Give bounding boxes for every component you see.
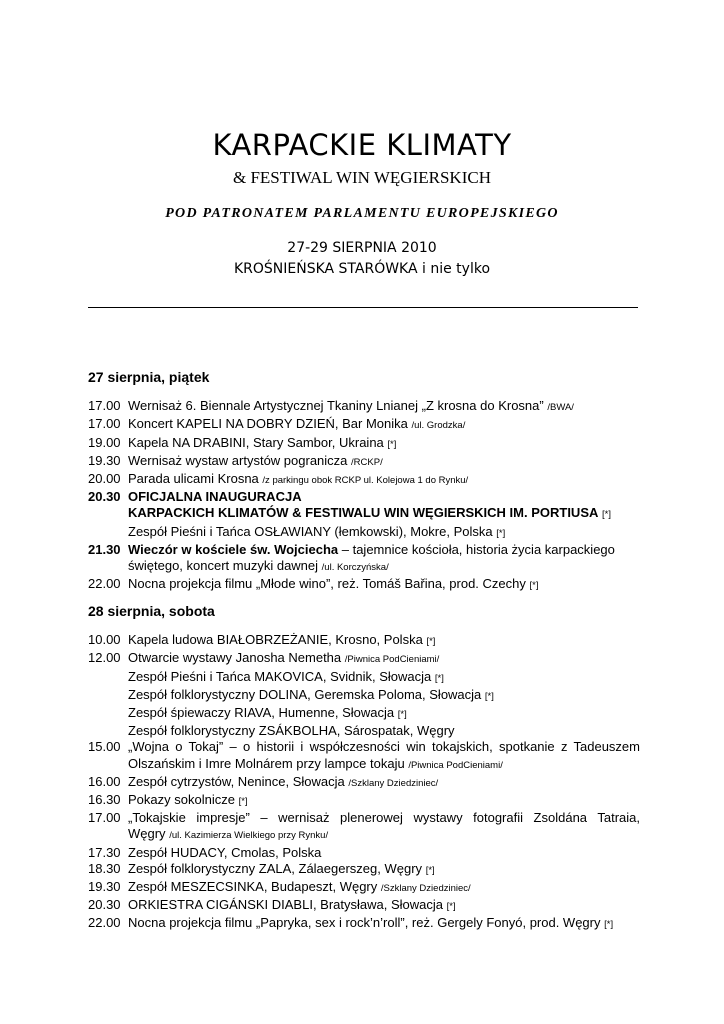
event-title: „Tokajskie impresje” – wernisaż plenerowej wystawy fotografii Zsoldána Tatraia, — [128, 810, 640, 826]
event-time: 19.30 — [88, 452, 121, 468]
event-text — [128, 915, 640, 933]
event-title: Wernisaż wystaw artystów pogranicza — [128, 452, 348, 468]
event-text — [128, 810, 640, 844]
event-performer: Zespół Pieśni i Tańca MAKOVICA, Svidnik, Słowacja — [128, 668, 432, 684]
event-row — [88, 845, 640, 861]
event-title: OFICJALNA INAUGURACJA — [128, 489, 302, 505]
event-time: 21.30 — [88, 541, 121, 557]
event-row — [88, 416, 640, 434]
patronage-line: POD PATRONATEM PARLAMENTU EUROPEJSKIEGO — [165, 206, 559, 221]
event-row — [88, 453, 640, 471]
event-venue: [*] — [529, 580, 539, 592]
event-text — [128, 489, 640, 542]
event-row — [88, 879, 640, 897]
event-venue: /ul. Korczyńska/ — [321, 562, 389, 574]
event-time: 22.00 — [88, 576, 121, 592]
event-venue: [*] — [387, 438, 397, 450]
event-text — [128, 416, 640, 434]
event-row — [88, 792, 640, 810]
event-title: Kapela ludowa BIAŁOBRZEŻANIE, Krosno, Polska — [128, 632, 423, 648]
event-performer: Zespół folklorystyczny ZSÁKBOLHA, Sárospatak, Węgry — [128, 723, 455, 739]
event-time: 16.30 — [88, 792, 121, 808]
event-note: [*] — [484, 690, 494, 702]
event-time: 20.30 — [88, 897, 121, 913]
event-title: Zespół folklorystyczny ZALA, Zálaegerszeg, Węgry — [128, 860, 423, 876]
event-text — [128, 897, 640, 915]
event-row — [88, 471, 640, 489]
event-text — [128, 576, 640, 594]
day-section-28 — [88, 603, 640, 934]
event-venue: [*] — [238, 796, 248, 808]
event-text — [128, 861, 640, 879]
document-title: KARPACKIE KLIMATY — [212, 128, 512, 162]
event-title: Otwarcie wystawy Janosha Nemetha — [128, 650, 342, 666]
event-performer: Zespół Pieśni i Tańca OSŁAWIANY (łemkowski), Mokre, Polska — [128, 523, 493, 539]
event-text — [128, 879, 640, 897]
event-venue: [*] — [446, 901, 456, 913]
event-row — [88, 632, 640, 650]
event-text — [128, 453, 640, 471]
event-venue: /RCKP/ — [351, 456, 383, 468]
event-venue: /Szklany Dziedziniec/ — [348, 777, 439, 789]
event-row — [88, 739, 640, 773]
event-row — [88, 435, 640, 453]
event-title-continued: Olszańskim i Imre Molnárem przy lampce tokaju — [128, 755, 405, 771]
festival-place: KROŚNIEŃSKA STARÓWKA i nie tylko — [233, 261, 491, 277]
event-venue: [*] — [604, 919, 614, 931]
document-subtitle: & FESTIWAL WIN WĘGIERSKICH — [233, 168, 491, 187]
event-time: 19.30 — [88, 879, 121, 895]
event-time: 17.30 — [88, 844, 121, 860]
event-time: 17.00 — [88, 398, 121, 414]
event-row — [88, 861, 640, 879]
festival-dates: 27-29 SIERPNIA 2010 — [287, 240, 437, 256]
event-title: Kapela NA DRABINI, Stary Sambor, Ukraina — [128, 434, 384, 450]
event-text — [128, 739, 640, 773]
event-venue: /z parkingu obok RCKP ul. Kolejowa 1 do Rynku/ — [262, 475, 469, 487]
event-venue: /BWA/ — [547, 402, 574, 414]
event-row — [88, 915, 640, 933]
event-title: Zespół cytrzystów, Nenince, Słowacja — [128, 773, 345, 789]
event-text — [128, 650, 640, 739]
event-title-continued: KARPACKICH KLIMATÓW & FESTIWALU WIN WĘGIERSKICH IM. PORTIUSA — [128, 505, 599, 521]
event-title: ORKIESTRA CIGÁNSKI DIABLI, Bratysława, Słowacja — [128, 897, 443, 913]
event-title: Nocna projekcja filmu „Papryka, sex i rock’n’roll”, reż. Gergely Fonyó, prod. Węgry — [128, 915, 601, 931]
event-venue: /ul. Grodzka/ — [411, 420, 466, 432]
event-venue: /ul. Kazimierza Wielkiego przy Rynku/ — [169, 830, 329, 842]
event-venue: [*] — [425, 864, 435, 876]
horizontal-rule — [88, 307, 638, 308]
event-title: Koncert KAPELI NA DOBRY DZIEŃ, Bar Monika — [128, 416, 408, 432]
event-text — [128, 632, 640, 650]
event-time: 18.30 — [88, 860, 121, 876]
event-time: 20.00 — [88, 471, 121, 487]
event-time: 22.00 — [88, 915, 121, 931]
day-heading: 27 sierpnia, piątek — [88, 369, 210, 385]
event-venue: [*] — [496, 527, 506, 539]
event-title: Parada ulicami Krosna — [128, 471, 259, 487]
event-title: „Wojna o Tokaj” – o historii i współczesności win tokajskich, spotkanie z Tadeuszem — [128, 739, 640, 755]
event-venue: /Szklany Dziedziniec/ — [380, 883, 471, 895]
event-text — [128, 398, 640, 416]
event-venue: /Piwnica PodCieniami/ — [344, 654, 440, 666]
event-text: Zespół HUDACY, Cmolas, Polska — [128, 844, 322, 860]
event-text — [128, 542, 640, 576]
event-title: Wernisaż 6. Biennale Artystycznej Tkaniny Lnianej „Z krosna do Krosna” — [128, 398, 544, 414]
event-row — [88, 897, 640, 915]
event-time: 16.00 — [88, 773, 121, 789]
event-note: [*] — [434, 672, 444, 684]
event-note: [*] — [397, 709, 407, 721]
day-heading: 28 sierpnia, sobota — [88, 603, 215, 619]
event-venue: [*] — [426, 636, 436, 648]
event-title: Nocna projekcja filmu „Młode wino”, reż. Tomáš Bařina, prod. Czechy — [128, 576, 526, 592]
event-time: 17.00 — [88, 416, 121, 432]
event-time: 20.30 — [88, 489, 121, 505]
day-section-27 — [88, 369, 640, 594]
event-time: 12.00 — [88, 650, 121, 666]
event-title: Pokazy sokolnicze — [128, 792, 235, 808]
event-description: – tajemnice kościoła, historia życia karpackiego — [338, 541, 615, 557]
event-time: 17.00 — [88, 810, 121, 826]
event-row — [88, 576, 640, 594]
event-row — [88, 542, 640, 576]
event-text — [128, 471, 640, 489]
event-performer: Zespół śpiewaczy RIAVA, Humenne, Słowacja — [128, 705, 395, 721]
event-title-continued: Węgry — [128, 826, 166, 842]
event-time: 15.00 — [88, 739, 121, 755]
event-time: 19.00 — [88, 434, 121, 450]
event-description-continued: świętego, koncert muzyki dawnej — [128, 558, 319, 574]
event-row — [88, 650, 640, 739]
event-venue: [*] — [602, 509, 611, 521]
event-time: 10.00 — [88, 632, 121, 648]
event-text — [128, 435, 640, 453]
event-text — [128, 774, 640, 792]
event-title: Wieczór w kościele św. Wojciecha — [128, 541, 339, 557]
event-row — [88, 489, 640, 542]
event-performer: Zespół folklorystyczny DOLINA, Geremska Poloma, Słowacja — [128, 686, 482, 702]
event-title: Zespół MESZECSINKA, Budapeszt, Węgry — [128, 879, 378, 895]
event-row — [88, 774, 640, 792]
event-venue: /Piwnica PodCieniami/ — [408, 759, 503, 771]
event-row — [88, 398, 640, 416]
event-row — [88, 810, 640, 844]
event-text — [128, 792, 640, 810]
